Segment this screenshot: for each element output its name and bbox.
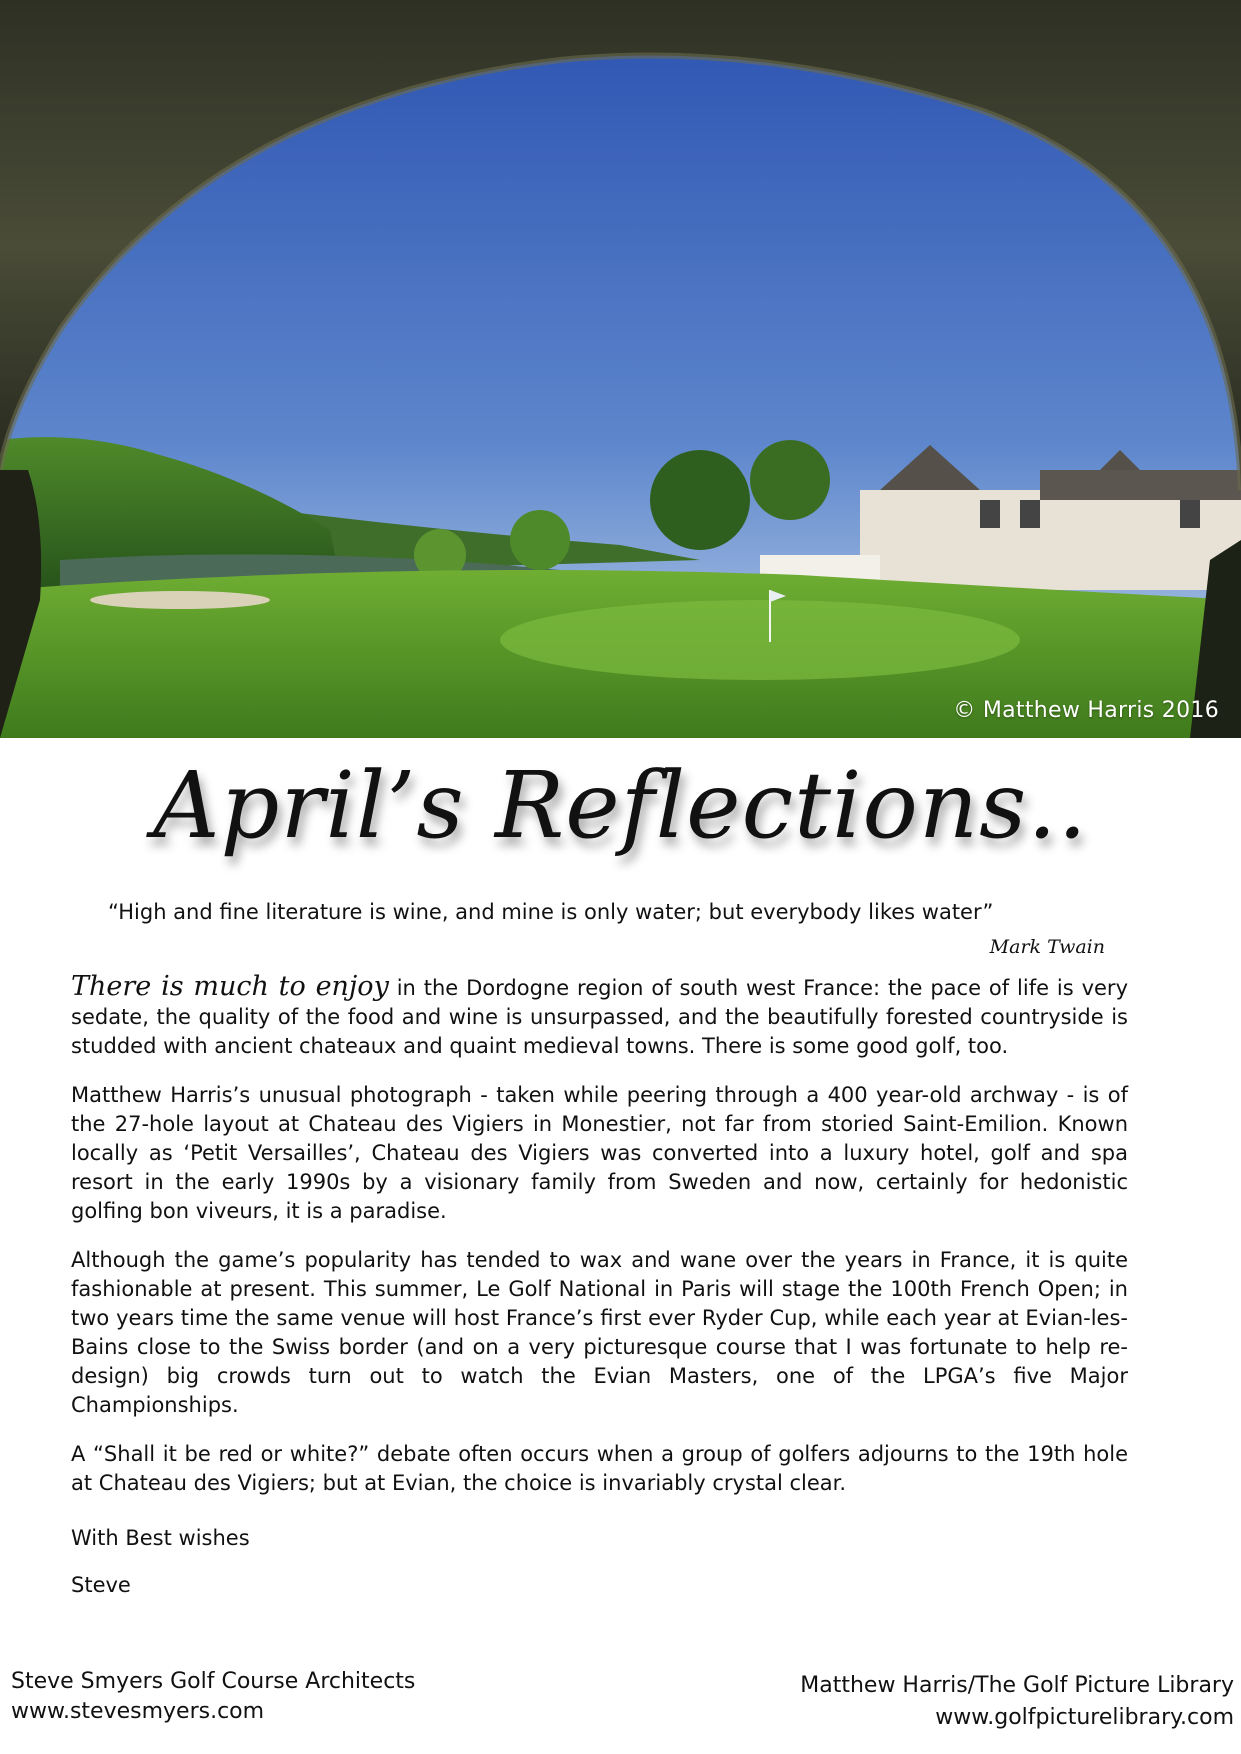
paragraph: Matthew Harris’s unusual photograph - taken while peering through a 400 year-old archway - is of the 27-hole layout at Chateau des Vigiers in Monestier, not far from storied Saint-Emilion. Known locally as ‘Petit Versailles’, Chateau des Vigiers was converted into a luxury hotel, golf and spa resort in the early 1990s by a visionary family from Sweden and now, certainly for hedonistic golfing bon viveurs, it is a paradise.	[71, 1083, 1128, 1223]
signoff: With Best wishes	[71, 1526, 250, 1550]
quote-author: Mark Twain	[989, 936, 1105, 958]
paragraph-text: in the Dordogne region of south west France: the pace of life is very sedate, the quality of the food and wine is unsurpassed, and the beautifully forested countryside is studded with ancient chateaux and quaint medieval towns. There is some good golf, too.	[71, 976, 1128, 1058]
footer-left	[11, 1667, 415, 1727]
article-body	[71, 972, 1128, 1618]
quote-text: “High and fine literature is wine, and mine is only water; but everybody likes water”	[108, 900, 994, 924]
header-photo	[0, 0, 1241, 738]
signature: Steve	[71, 1573, 131, 1597]
paragraph: Although the game’s popularity has tended to wax and wane over the years in France, it is quite fashionable at present. This summer, Le Golf National in Paris will stage the 100th French Open; in two years time the same venue will host France’s first ever Ryder Cup, while each year at Evian-les-Bains close to the Swiss border (and on a very picturesque course that I was fortunate to help re-design) big crowds turn out to watch the Evian Masters, one of the LPGA’s five Major Championships.	[71, 1248, 1128, 1417]
golf-course-archway-image	[0, 0, 1241, 738]
photo-library-name: Matthew Harris/The Golf Picture Library	[800, 1673, 1234, 1698]
architect-name: Steve Smyers Golf Course Architects	[11, 1669, 416, 1694]
paragraph	[71, 972, 1128, 1061]
footer-right	[800, 1670, 1234, 1734]
photo-library-url[interactable]: www.golfpicturelibrary.com	[935, 1705, 1234, 1730]
closing	[71, 1524, 1128, 1600]
page-title: April’s Reflections..	[153, 752, 1088, 859]
architect-url[interactable]: www.stevesmyers.com	[11, 1699, 265, 1724]
photo-credit: © Matthew Harris 2016	[953, 698, 1219, 723]
lead-in-text: There is much to enjoy	[71, 971, 389, 1002]
paragraph: A “Shall it be red or white?” debate often occurs when a group of golfers adjourns to the 19th hole at Chateau des Vigiers; but at Evian, the choice is invariably crystal clear.	[71, 1442, 1128, 1495]
